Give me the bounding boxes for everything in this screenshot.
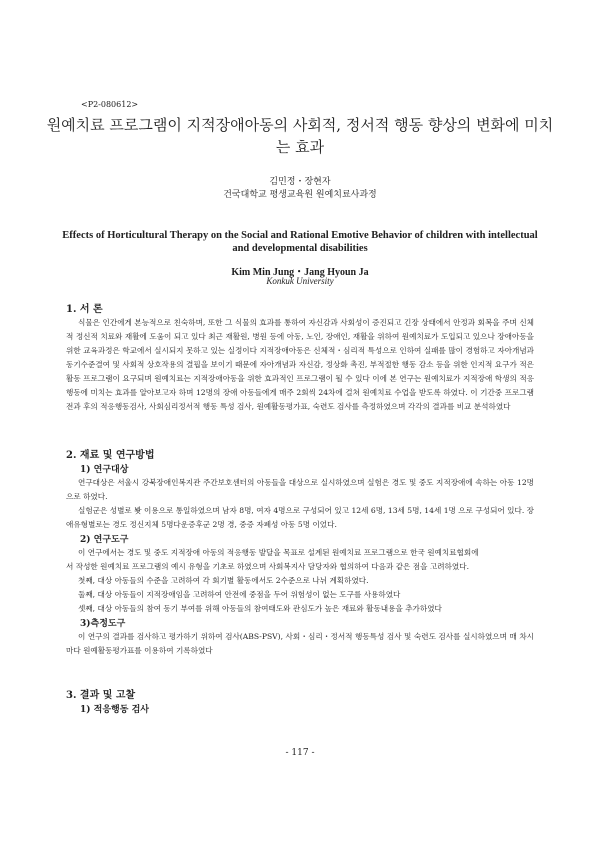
section-2-2-line-3: 첫째, 대상 아동들의 수준을 고려하여 각 회기별 활동에서도 2수준으로 나뉘 계획하였다.	[78, 576, 369, 585]
section-3-1-heading: 1) 적응행동 검사	[80, 705, 149, 715]
section-2-1-paragraph-1: 연구대상은 서울시 강북장애인복지관 주간보호센터의 아동들을 대상으로 실시하였으며 실험은 경도 및 중도 지적장애에 속하는 아동 12명으로 하였다.	[66, 478, 534, 501]
paper-code: <P2-080612>	[81, 100, 139, 109]
section-1-paragraph: 식물은 인간에게 본능적으로 친숙하며, 또한 그 식물의 효과를 통하여 자신감과 사회성이 증진되고 긴장 상태에서 안정과 회복을 주며 신체적 정신적 치료와 재활에 도움이 되고 있다 최근 재활원, 병원 등에 아동, 노인, 장애인, 재활을 위하여 원예치료가 도입되고 있으나 장애아동을 위한 교육과정은 학교에서 실시되지 못하고 있는 실정이다 지적장애아동은 신체적・심리적 특성으로 인하여 실패를 많이 경험하고 자아개념과 동기수준결여 및 사회적 상호작용의 결핍을 보이기 때문에 자아개념과 자신감, 정상화 촉진, 부적절한 행동 감소 등을 위한 인지적 요구가 적은 활동 프로그램이 요구되며 원예치료는 지적장애아동을 위한 효과적인 프로그램이 될 수 있다 이에 본 연구는 원예치료가 지적장애 학생의 적응행동에 미치는 효과를 알아보고자 하며 12명의 장애 아동들에게 매주 2회씩 24차에 걸쳐 원예치료 수업을 받도록 하였다. 이 기간중 프로그램 전과 후의 적응행동검사, 사회심리정서적 행동 특성 검사, 원예활동평가표, 숙련도 검사를 측정하였으며 각각의 결과를 비교 분석하였다	[66, 318, 534, 411]
title-english: Effects of Horticultural Therapy on the Social and Rational Emotive Behavior of children with intellectual and developmental disabilities	[62, 230, 538, 254]
section-2-2-heading: 2) 연구도구	[80, 535, 129, 545]
section-2-3-paragraph: 이 연구의 결과를 검사하고 평가하기 위하여 검사(ABS-PSV), 사회・심리・정서적 행동특성 검사 및 숙련도 검사를 실시하였으며 매 차시마다 원예활동평가표를 이용하여 기록하였다	[66, 632, 534, 655]
section-2-1-heading: 1) 연구대상	[80, 465, 129, 475]
authors-korean: 김민정・장현자	[269, 177, 331, 187]
section-2-2-line-4: 둘째, 대상 아동들이 지적장애임을 고려하여 안전에 중점을 두어 위험성이 없는 도구를 사용하였다	[78, 590, 401, 599]
section-2-2-line-2: 서 작성한 원예치료 프로그램의 예시 유형을 기초로 하였으며 사회복지사 담당자와 협의하여 다음과 같은 점을 고려하였다.	[66, 562, 469, 571]
section-3-heading: 3. 결과 및 고찰	[66, 690, 136, 701]
section-2-heading: 2. 재료 및 연구방법	[66, 450, 155, 461]
page-number: - 117 -	[285, 748, 315, 758]
section-2-2-line-1: 이 연구에서는 경도 및 중도 지적장애 아동의 적응행동 발달을 목표로 설계된 원예치료 프로그램으로 한국 원예치료협회에	[78, 548, 479, 557]
section-2-2-line-5: 셋째, 대상 아동들의 참여 동기 부여를 위해 아동들의 참여태도와 관심도가 높은 재료와 활동내용을 추가하였다	[78, 604, 442, 613]
section-2-3-heading: 3)측정도구	[80, 619, 126, 629]
affiliation-english: Konkuk University	[266, 276, 334, 286]
section-1-heading: 1. 서 론	[66, 304, 103, 315]
affiliation-korean: 건국대학교 평생교육원 원예치료사과정	[223, 190, 377, 200]
title-korean: 원예치료 프로그램이 지적장애아동의 사회적, 정서적 행동 향상의 변화에 미치는 효과	[46, 116, 554, 156]
authors-english: Kim Min Jung・Jang Hyoun Ja	[231, 267, 369, 278]
section-2-1-paragraph-2: 실험군은 성별로 봣 이용으로 통일하였으며 남자 8명, 여자 4명으로 구성되어 있고 12세 6명, 13세 5명, 14세 1명 으로 구성되어 있다. 장애유형별로는 경도 정신지체 5명다운증후군 2명 경, 중증 자폐성 아동 5명 이었다.	[66, 506, 534, 529]
